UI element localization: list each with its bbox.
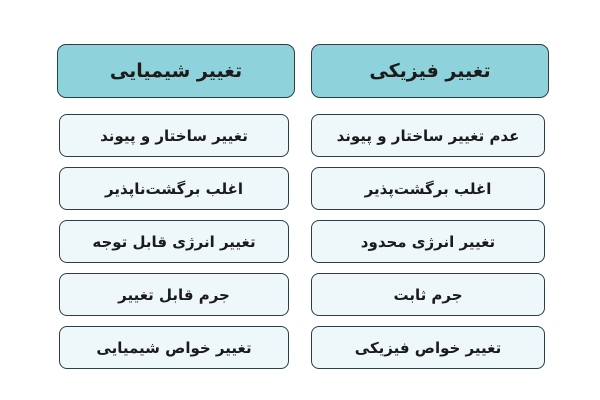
physical-change-title: تغییر فیزیکی	[369, 60, 491, 82]
physical-change-item: جرم ثابت	[311, 273, 545, 316]
chemical-change-item: جرم قابل تغییر	[59, 273, 289, 316]
physical-change-header	[311, 44, 549, 98]
physical-change-list	[311, 114, 549, 369]
physical-change-item: تغییر انرژی محدود	[311, 220, 545, 263]
chemical-change-header	[57, 44, 295, 98]
chemical-change-item: تغییر ساختار و پیوند	[59, 114, 289, 157]
physical-change-column	[311, 44, 549, 379]
physical-change-item: تغییر خواص فیزیکی	[311, 326, 545, 369]
chemical-change-item: تغییر خواص شیمیایی	[59, 326, 289, 369]
chemical-change-title: تغییر شیمیایی	[109, 60, 243, 82]
physical-change-item: عدم تغییر ساختار و پیوند	[311, 114, 545, 157]
chemical-change-item: اغلب برگشت‌ناپذیر	[59, 167, 289, 210]
chemical-change-item: تغییر انرژی قابل توجه	[59, 220, 289, 263]
chemical-change-column	[57, 44, 295, 379]
chemical-change-list	[57, 114, 295, 369]
physical-change-item: اغلب برگشت‌پذیر	[311, 167, 545, 210]
